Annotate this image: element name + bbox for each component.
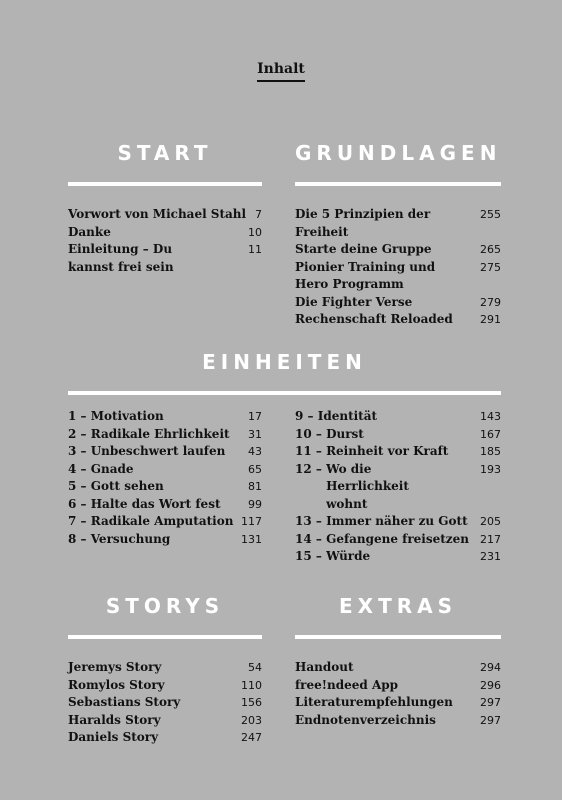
- section-grundlagen: [295, 140, 501, 329]
- toc-entry-title: Sebastians Story: [68, 695, 181, 709]
- toc-entry-page: 279: [480, 295, 501, 309]
- toc-entry[interactable]: [68, 443, 262, 461]
- toc-entry-page: 54: [248, 661, 262, 674]
- toc-entry-title: Romylos Story: [68, 677, 165, 692]
- toc-entry-page: 185: [480, 445, 501, 458]
- toc-entry[interactable]: [295, 677, 501, 695]
- toc-entry-page: 231: [480, 550, 501, 563]
- section-heading-start: START: [117, 141, 213, 165]
- toc-entry[interactable]: [68, 677, 262, 695]
- toc-entry-number: 4 –: [68, 461, 87, 476]
- toc-entry-title: Reinheit vor Kraft: [326, 444, 449, 458]
- toc-entry-page: 265: [480, 243, 501, 256]
- toc-entry[interactable]: [68, 513, 262, 531]
- toc-entry-title: Wo die Herrlichkeit wohnt: [326, 461, 409, 511]
- toc-entry[interactable]: [295, 426, 501, 444]
- toc-entry-title: Die 5 Prinzipien der Freiheit: [295, 207, 431, 239]
- toc-entry-title: Daniels Story: [68, 730, 159, 744]
- toc-entry-title: Halte das Wort fest: [90, 496, 221, 511]
- toc-entry[interactable]: [68, 426, 262, 444]
- section-einheiten: [68, 349, 501, 395]
- toc-entry[interactable]: [68, 461, 262, 479]
- toc-entry[interactable]: [68, 478, 262, 496]
- section-heading-grundlagen: GRUNDLAGEN: [295, 141, 502, 165]
- toc-entry-page: 156: [241, 696, 262, 709]
- page-title-wrap: [0, 58, 562, 82]
- toc-entry-title: Literaturempfehlungen: [295, 695, 453, 709]
- toc-entry-number: 13 –: [295, 514, 322, 528]
- section-heading-extras: EXTRAS: [338, 594, 457, 618]
- toc-entry-title: Durst: [326, 426, 364, 441]
- toc-entry-number: 8 –: [68, 531, 87, 546]
- toc-entry[interactable]: [68, 694, 262, 712]
- toc-entry[interactable]: [68, 241, 262, 276]
- toc-entry-page: 296: [480, 678, 501, 692]
- toc-entry-title: Motivation: [90, 409, 164, 423]
- toc-entry[interactable]: [68, 206, 262, 224]
- toc-entry-number: 11 –: [295, 444, 322, 458]
- toc-entry[interactable]: [68, 729, 262, 747]
- toc-entry-title: Einleitung – Du kannst frei sein: [68, 242, 174, 274]
- toc-entry-page: 31: [248, 427, 262, 441]
- toc-entry-page: 203: [241, 713, 262, 727]
- toc-entry-number: 6 –: [68, 496, 87, 511]
- toc-entry[interactable]: [68, 531, 262, 549]
- toc-entry-page: 17: [248, 410, 262, 423]
- toc-entry[interactable]: [295, 241, 501, 259]
- toc-entry[interactable]: [295, 461, 501, 514]
- toc-entry-title: Danke: [68, 224, 111, 239]
- toc-entry-page: 81: [248, 480, 262, 493]
- toc-entry-title: Pionier Training und Hero Programm: [295, 259, 436, 291]
- toc-list-einheiten-right: [295, 408, 501, 566]
- section-extras: [295, 593, 501, 729]
- toc-entry-number: 14 –: [295, 531, 322, 546]
- toc-entry-page: 217: [480, 532, 501, 546]
- toc-entry-number: 3 –: [68, 444, 87, 458]
- section-start: [68, 140, 262, 276]
- toc-entry[interactable]: [68, 408, 262, 426]
- toc-entry-title: Starte deine Gruppe: [295, 242, 432, 256]
- toc-entry[interactable]: [295, 294, 501, 312]
- toc-entry-page: 247: [241, 731, 262, 744]
- toc-entry-page: 43: [248, 445, 262, 458]
- toc-entry-number: 1 –: [68, 409, 87, 423]
- toc-entry-page: 193: [480, 462, 501, 476]
- toc-entry[interactable]: [295, 712, 501, 730]
- toc-list-extras: [295, 659, 501, 729]
- toc-entry-page: 291: [480, 313, 501, 326]
- section-rule: [295, 635, 501, 639]
- toc-entry-page: 297: [480, 713, 501, 727]
- toc-entry-page: 143: [480, 410, 501, 423]
- toc-entry-title: Gnade: [90, 461, 134, 476]
- toc-entry-title: Identität: [317, 409, 378, 423]
- toc-entry[interactable]: [295, 206, 501, 241]
- section-heading-storys: STORYS: [105, 594, 225, 618]
- toc-entry-title: Endnotenverzeichnis: [295, 712, 436, 727]
- toc-entry[interactable]: [68, 659, 262, 677]
- toc-entry[interactable]: [295, 259, 501, 294]
- toc-entry-title: Unbeschwert laufen: [90, 444, 226, 458]
- toc-entry-page: 10: [248, 225, 262, 239]
- toc-entry-page: 167: [480, 427, 501, 441]
- toc-entry-title: Haralds Story: [68, 712, 161, 727]
- section-rule: [68, 391, 501, 395]
- toc-entry-title: Radikale Ehrlichkeit: [90, 426, 230, 441]
- toc-entry[interactable]: [295, 408, 501, 426]
- toc-entry-page: 255: [480, 208, 501, 221]
- toc-entry[interactable]: [68, 224, 262, 242]
- section-rule: [68, 635, 262, 639]
- toc-entry[interactable]: [295, 548, 501, 566]
- toc-entry[interactable]: [295, 443, 501, 461]
- toc-entry[interactable]: [68, 496, 262, 514]
- toc-list-grundlagen: [295, 206, 501, 329]
- toc-entry[interactable]: [295, 513, 501, 531]
- toc-entry-page: 7: [255, 208, 262, 221]
- toc-entry-number: 12 –: [295, 461, 322, 476]
- toc-entry-page: 297: [480, 696, 501, 709]
- section-storys: [68, 593, 262, 747]
- toc-entry-title: Versuchung: [90, 531, 171, 546]
- toc-entry[interactable]: [295, 659, 501, 677]
- toc-entry-title: Die Fighter Verse: [295, 294, 413, 309]
- toc-entry[interactable]: [68, 712, 262, 730]
- toc-list-storys: [68, 659, 262, 747]
- section-rule: [68, 182, 262, 186]
- toc-entry-title: Handout: [295, 660, 354, 674]
- toc-list-einheiten-left: [68, 408, 262, 548]
- section-rule: [295, 182, 501, 186]
- toc-entry[interactable]: [295, 311, 501, 329]
- toc-entry-title: Radikale Amputation: [90, 514, 234, 528]
- toc-entry-page: 294: [480, 661, 501, 674]
- toc-entry-title: Würde: [326, 549, 371, 563]
- toc-entry-page: 205: [480, 515, 501, 528]
- toc-entry-page: 99: [248, 497, 262, 511]
- toc-entry-page: 65: [248, 462, 262, 476]
- toc-entry-title: Jeremys Story: [68, 660, 162, 674]
- toc-entry-page: 117: [241, 515, 262, 528]
- page-title: Inhalt: [257, 61, 305, 82]
- toc-entry-number: 10 –: [295, 426, 322, 441]
- toc-entry-title: free!ndeed App: [295, 677, 399, 692]
- toc-entry-title: Gott sehen: [90, 479, 164, 493]
- toc-entry-page: 11: [248, 243, 262, 256]
- toc-entry-title: Gefangene freisetzen: [326, 531, 469, 546]
- toc-entry-number: 2 –: [68, 426, 87, 441]
- toc-entry[interactable]: [295, 694, 501, 712]
- toc-entry[interactable]: [295, 531, 501, 549]
- toc-entry-title: Vorwort von Michael Stahl: [68, 207, 247, 221]
- toc-entry-title: Rechenschaft Reloaded: [295, 312, 453, 326]
- toc-list-start: [68, 206, 262, 276]
- toc-entry-number: 15 –: [295, 549, 322, 563]
- toc-entry-number: 9 –: [295, 409, 314, 423]
- toc-entry-number: 5 –: [68, 479, 87, 493]
- toc-entry-page: 131: [241, 532, 262, 546]
- section-heading-einheiten: EINHEITEN: [202, 350, 367, 374]
- toc-entry-page: 275: [480, 260, 501, 274]
- toc-entry-number: 7 –: [68, 514, 87, 528]
- toc-entry-page: 110: [241, 678, 262, 692]
- toc-entry-title: Immer näher zu Gott: [326, 514, 468, 528]
